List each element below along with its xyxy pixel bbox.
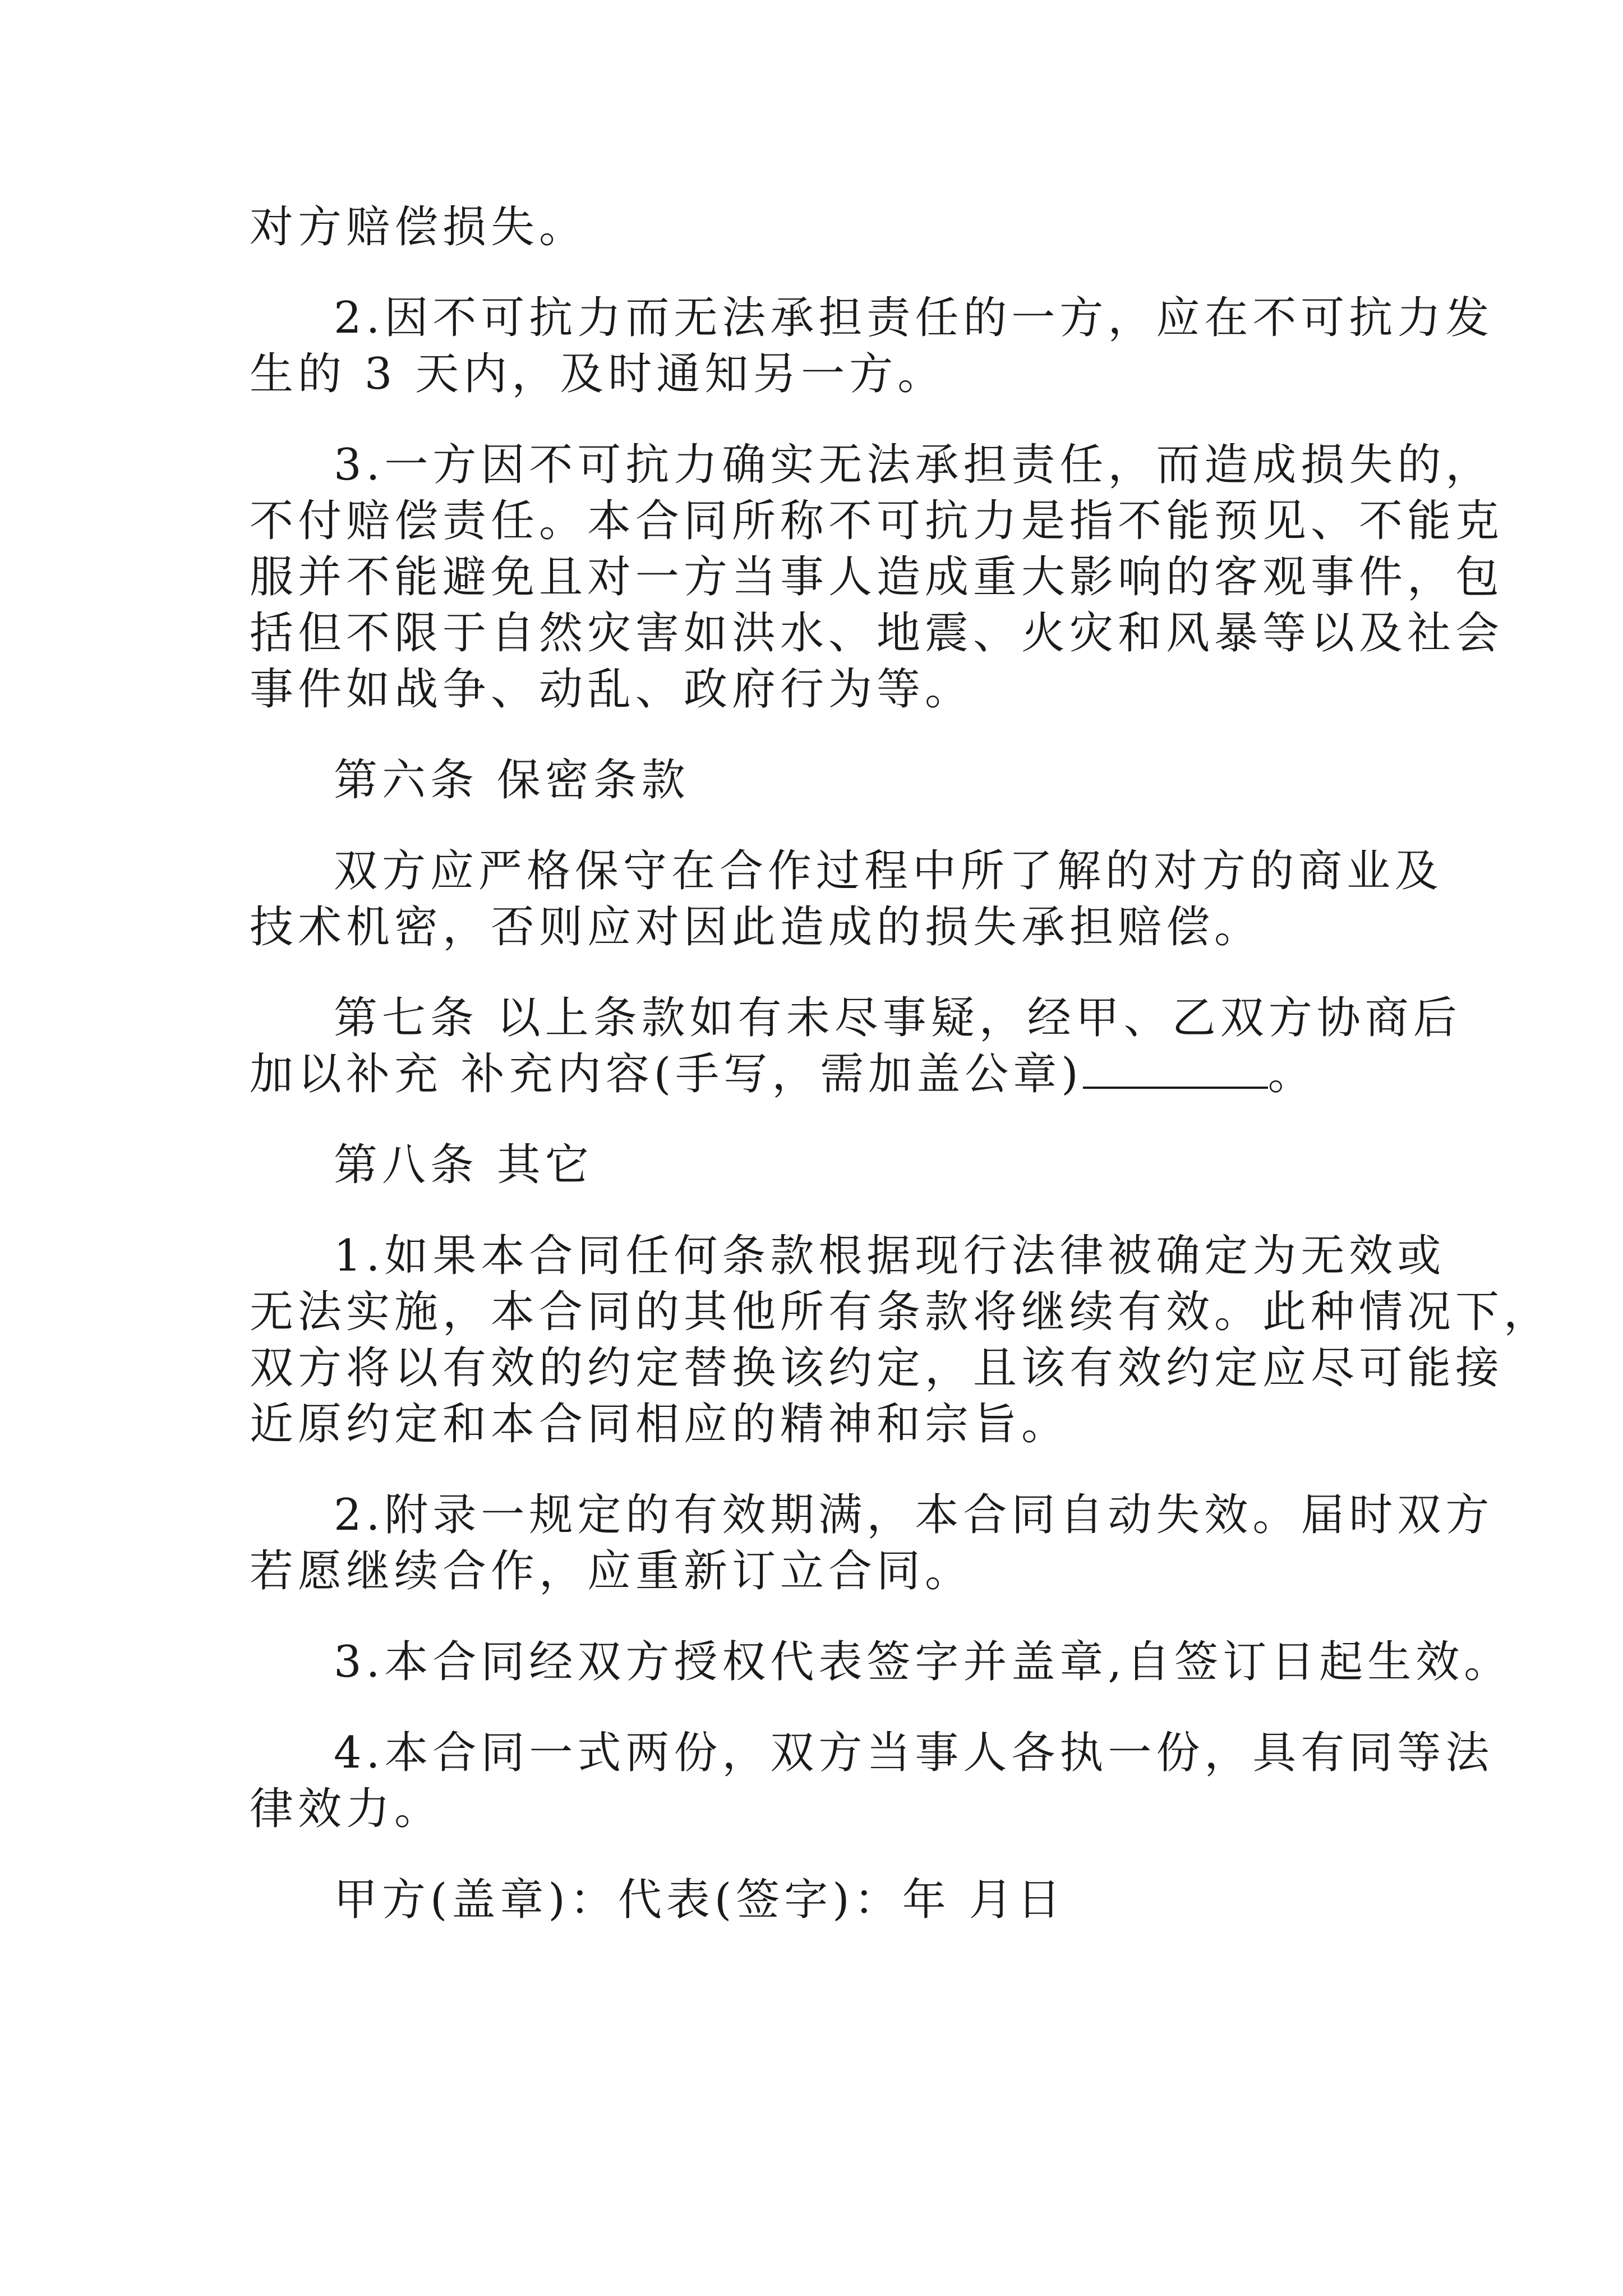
paragraph-line: 3.本合同经双方授权代表签字并盖章,自签订日起生效。 [334,1637,1513,1687]
paragraph-line: 生的 3 天内，及时通知另一方。 [250,349,946,399]
paragraph-line: 双方将以有效的约定替换该约定，且该有效约定应尽可能接 [250,1343,1504,1393]
supplement-label: 加以补充 补充内容(手写，需加盖公章) [250,1049,1083,1099]
paragraph-line: 若愿继续合作，应重新订立合同。 [250,1546,974,1596]
paragraph-line: 2.因不可抗力而无法承担责任的一方，应在不可抗力发 [334,293,1494,343]
fill-in-blank [1083,1052,1268,1089]
sentence-end: 。 [1267,1049,1316,1099]
paragraph-line: 律效力。 [250,1784,443,1834]
paragraph-line: 不付赔偿责任。本合同所称不可抗力是指不能预见、不能克 [250,496,1504,546]
paragraph-line: 2.附录一规定的有效期满，本合同自动失效。届时双方 [334,1490,1494,1540]
paragraph-line: 技术机密，否则应对因此造成的损失承担赔偿。 [250,902,1263,953]
paragraph-line: 1.如果本合同任何条款根据现行法律被确定为无效或 [334,1231,1446,1281]
section-heading: 第七条 以上条款如有未尽事疑，经甲、乙双方协商后 [334,993,1461,1043]
paragraph-line: 对方赔偿损失。 [250,202,588,252]
section-heading: 第六条 保密条款 [334,755,690,806]
paragraph-line: 括但不限于自然灾害如洪水、地震、火灾和风暴等以及社会 [250,608,1504,659]
paragraph-line: 4.本合同一式两份，双方当事人各执一份，具有同等法 [334,1728,1494,1778]
contract-page [250,199,1552,1928]
paragraph-line: 服并不能避免且对一方当事人造成重大影响的客观事件，包 [250,552,1504,602]
paragraph-line: 无法实施，本合同的其他所有条款将继续有效。此种情况下， [250,1287,1552,1337]
paragraph-line: 事件如战争、动乱、政府行为等。 [250,664,974,715]
paragraph-line: 近原约定和本合同相应的精神和宗旨。 [250,1399,1070,1450]
signature-line: 甲方(盖章)：代表(签字)：年 月日 [334,1875,1066,1925]
paragraph-line: 3.一方因不可抗力确实无法承担责任，而造成损失的， [334,440,1494,490]
section-heading: 第八条 其它 [334,1140,593,1190]
paragraph-line [250,1046,1385,1102]
paragraph-line: 双方应严格保守在合作过程中所了解的对方的商业及 [334,846,1444,896]
